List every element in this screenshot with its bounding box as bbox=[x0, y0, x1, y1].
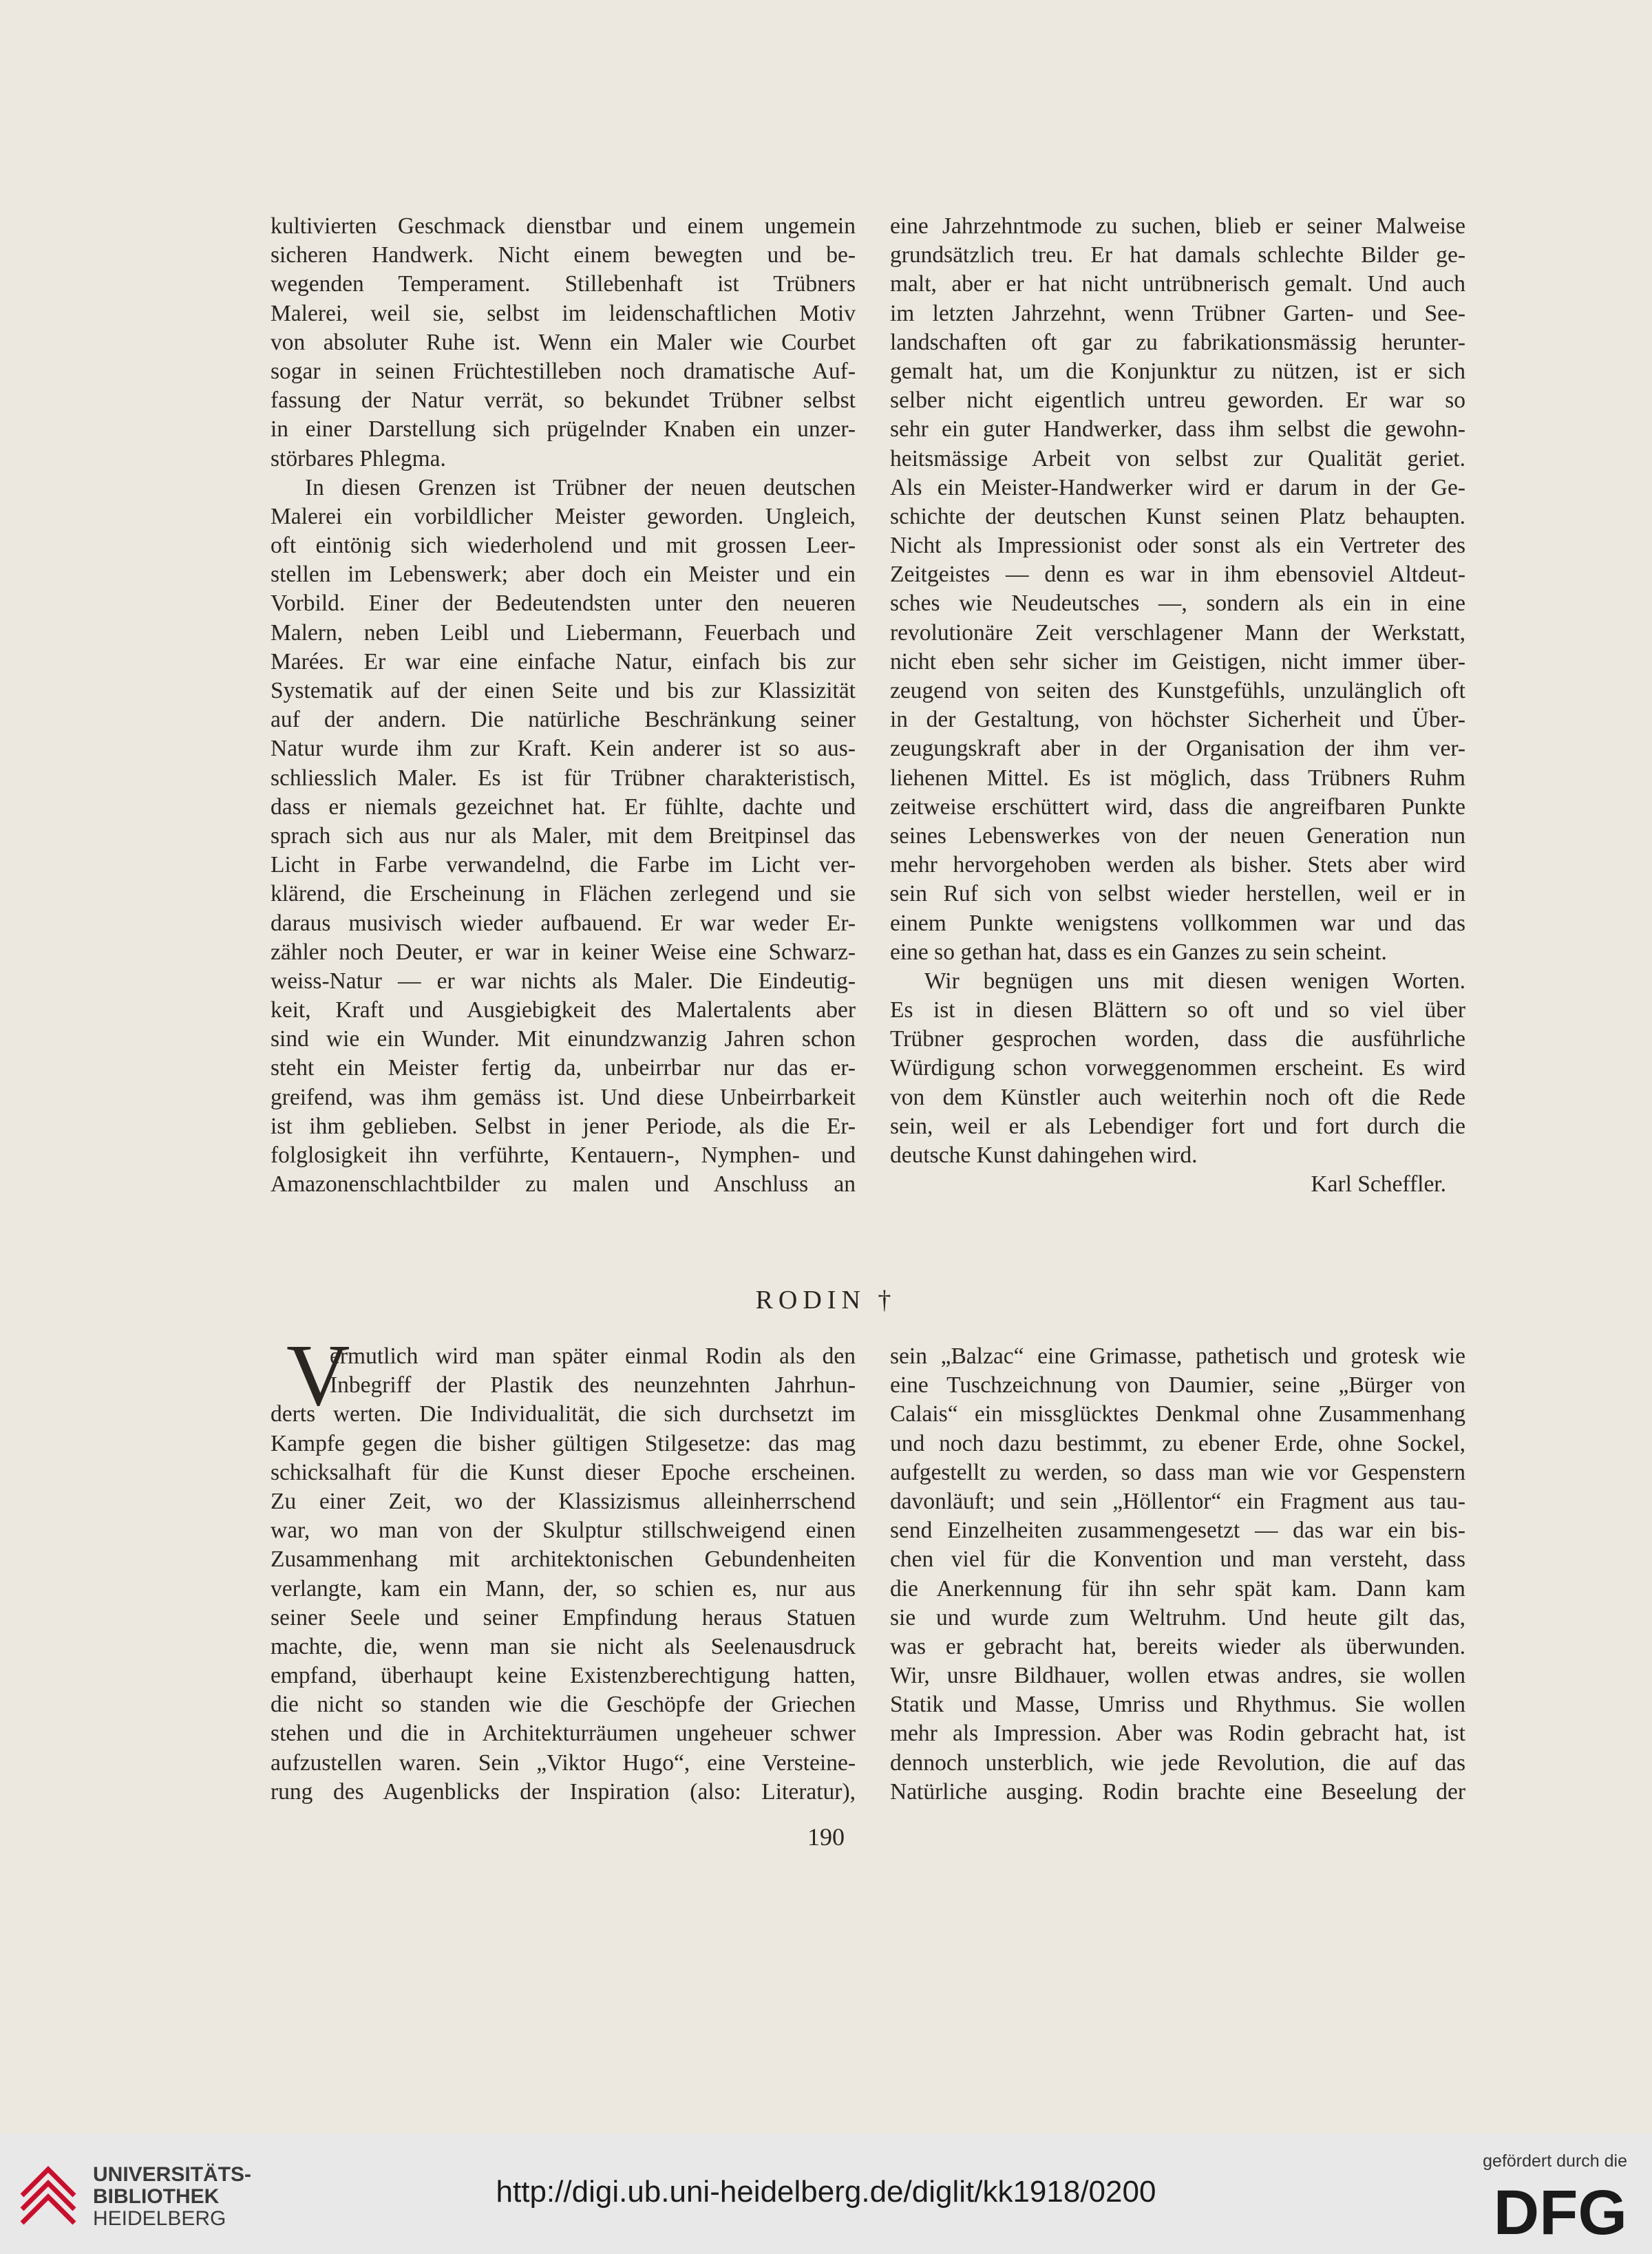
text-line: Malern, neben Leibl und Liebermann, Feuerbach und bbox=[271, 619, 856, 646]
text-line: die nicht so standen wie die Geschöpfe der Griechen bbox=[271, 1692, 856, 1718]
logo-line: BIBLIOTHEK bbox=[93, 2185, 220, 2208]
text-line: auf der andern. Die natürliche Beschränkung seiner bbox=[271, 707, 856, 733]
text-line: ist ihm geblieben. Selbst in jener Periode, als die Er- bbox=[271, 1113, 856, 1139]
text-line: deutsche Kunst dahingehen wird. bbox=[890, 1142, 1198, 1168]
text-line: In diesen Grenzen ist Trübner der neuen deutschen bbox=[305, 474, 856, 500]
text-line: heitsmässige Arbeit von selbst zur Qualität geriet. bbox=[890, 445, 1465, 471]
text-column-right-top bbox=[890, 212, 1465, 1199]
text-line: fassung der Natur verrät, so bekundet Trübner selbst bbox=[271, 387, 856, 414]
text-line: aufzustellen waren. Sein „Viktor Hugo“, eine Versteine- bbox=[271, 1750, 856, 1776]
text-line: oft eintönig sich wiederholend und mit grossen Leer- bbox=[271, 533, 856, 559]
text-line: eine Tuschzeichnung von Daumier, seine „Bürger von bbox=[890, 1372, 1465, 1399]
drop-cap: V bbox=[286, 1326, 350, 1424]
text-line: von absoluter Ruhe ist. Wenn ein Maler wie Courbet bbox=[271, 329, 856, 355]
text-line: seiner Seele und seiner Empfindung heraus Statuen bbox=[271, 1604, 856, 1630]
logo-line: UNIVERSITÄTS- bbox=[93, 2163, 252, 2186]
text-line: dennoch unsterblich, wie jede Revolution, die auf das bbox=[890, 1750, 1465, 1776]
text-line: verlangte, kam ein Mann, der, so schien es, nur aus bbox=[271, 1575, 856, 1602]
text-line: Karl Scheffler. bbox=[1311, 1171, 1446, 1198]
text-line: zeugend von seiten des Kunstgefühls, unzulänglich oft bbox=[890, 678, 1465, 703]
text-line: steht ein Meister fertig da, unbeirrbar nur das er- bbox=[271, 1055, 856, 1081]
text-line: seines Lebenswerkes von der neuen Generation nun bbox=[890, 822, 1465, 849]
text-line: sches wie Neudeutsches —, sondern als ein in eine bbox=[890, 591, 1465, 617]
dfg-logo-icon bbox=[1421, 2183, 1627, 2238]
text-line: schicksalhaft für die Kunst dieser Epoche erscheinen. bbox=[271, 1459, 856, 1485]
text-line: in der Gestaltung, von höchster Sicherheit und Über- bbox=[890, 707, 1465, 733]
text-line: Würdigung schon vorweggenommen erscheint. Es wird bbox=[890, 1055, 1465, 1081]
text-line: sein „Balzac“ eine Grimasse, pathetisch und grotesk wie bbox=[890, 1343, 1465, 1369]
text-line: zeitweise erschüttert wird, dass die angreifbaren Punkte bbox=[890, 794, 1465, 820]
section-heading: RODIN † bbox=[755, 1286, 897, 1315]
text-line: revolutionäre Zeit verschlagener Mann der Werkstatt, bbox=[890, 619, 1465, 646]
text-line: sie und wurde zum Weltruhm. Und heute gilt das, bbox=[890, 1604, 1465, 1630]
text-line: selber nicht eigentlich untreu geworden. Er war so bbox=[890, 387, 1465, 414]
text-line: sehr ein guter Handwerker, dass ihm selbst die gewohn- bbox=[890, 416, 1465, 443]
permalink-url[interactable]: http://digi.ub.uni-heidelberg.de/diglit/kk1918/0200 bbox=[496, 2175, 1156, 2209]
text-line: sein, weil er als Lebendiger fort und fort durch die bbox=[890, 1113, 1465, 1139]
text-line: Natur wurde ihm zur Kraft. Kein anderer ist so aus- bbox=[271, 736, 856, 762]
text-line: zähler noch Deuter, er war in keiner Weise eine Schwarz- bbox=[271, 939, 856, 965]
text-line: wegenden Temperament. Stillebenhaft ist Trübners bbox=[271, 271, 856, 297]
text-line: mehr hervorgehoben werden als bisher. Stets aber wird bbox=[890, 852, 1465, 878]
text-column-left-bottom bbox=[271, 1326, 856, 1807]
text-line: klärend, die Erscheinung in Flächen zerlegend und sie bbox=[271, 881, 856, 907]
text-line: sicheren Handwerk. Nicht einem bewegten und be- bbox=[271, 242, 856, 268]
text-line: Wir begnügen uns mit diesen wenigen Worten. bbox=[924, 968, 1465, 994]
text-line: Zeitgeistes — denn es war in ihm ebensoviel Altdeut- bbox=[890, 562, 1465, 588]
text-line: einem Punkte wenigstens vollkommen war und das bbox=[890, 910, 1465, 936]
text-line: von dem Künstler auch weiterhin noch oft die Rede bbox=[890, 1084, 1465, 1110]
text-line: dass er niemals gezeichnet hat. Er fühlte, dachte und bbox=[271, 794, 856, 820]
text-line: Es ist in diesen Blättern so oft und so viel über bbox=[890, 997, 1465, 1023]
text-line: schliesslich Maler. Es ist für Trübner charakteristisch, bbox=[271, 765, 856, 791]
text-line: Malerei ein vorbildlicher Meister geworden. Ungleich, bbox=[271, 503, 856, 529]
text-line: keit, Kraft und Ausgiebigkeit des Malertalents aber bbox=[271, 997, 856, 1023]
text-line: sogar in seinen Früchtestilleben noch dramatische Auf- bbox=[271, 358, 856, 384]
text-line: Systematik auf der einen Seite und bis zur Klassizität bbox=[271, 678, 856, 703]
text-line: war, wo man von der Skulptur stillschweigend einen bbox=[271, 1518, 856, 1544]
text-line: Inbegriff der Plastik des neunzehnten Jahrhun- bbox=[330, 1372, 856, 1399]
text-line: rung des Augenblicks der Inspiration (also: Literatur), bbox=[271, 1778, 856, 1805]
text-line: weiss-Natur — er war nichts als Maler. Die Eindeutig- bbox=[271, 968, 856, 994]
text-line: eine so gethan hat, dass es ein Ganzes zu sein scheint. bbox=[890, 939, 1387, 965]
text-line: stehen und die in Architekturräumen ungeheuer schwer bbox=[271, 1721, 856, 1747]
text-line: davonläuft; und sein „Höllentor“ ein Fragment aus tau- bbox=[890, 1488, 1465, 1514]
text-line: Licht in Farbe verwandelnd, die Farbe im Licht ver- bbox=[271, 852, 856, 878]
text-line: Zusammenhang mit architektonischen Gebundenheiten bbox=[271, 1546, 856, 1573]
sponsor-text: gefördert durch die bbox=[1483, 2151, 1627, 2171]
text-line: was er gebracht hat, bereits wieder als überwunden. bbox=[890, 1633, 1465, 1659]
text-line: und noch dazu bestimmt, zu ebener Erde, ohne Sockel, bbox=[890, 1430, 1465, 1456]
footer-bar bbox=[0, 2134, 1652, 2254]
text-line: Kampfe gegen die bisher gültigen Stilgesetze: das mag bbox=[271, 1430, 856, 1456]
text-line: greifend, was ihm gemäss ist. Und diese Unbeirrbarkeit bbox=[271, 1084, 856, 1110]
text-line: daraus musivisch wieder aufbauend. Er war weder Er- bbox=[271, 910, 856, 936]
text-line: machte, die, wenn man sie nicht als Seelenausdruck bbox=[271, 1633, 856, 1659]
text-line: kultivierten Geschmack dienstbar und einem ungemein bbox=[271, 213, 856, 239]
text-line: gemalt hat, um die Konjunktur zu nützen, ist er sich bbox=[890, 358, 1465, 384]
text-line: send Einzelheiten zusammengesetzt — das war ein bis- bbox=[890, 1518, 1465, 1544]
text-line: stellen im Lebenswerk; aber doch ein Meister und ein bbox=[271, 562, 856, 588]
text-line: Nicht als Impressionist oder sonst als ein Vertreter des bbox=[890, 533, 1465, 559]
text-column-right-bottom bbox=[890, 1342, 1465, 1807]
text-line: liehenen Mittel. Es ist möglich, dass Trübners Ruhm bbox=[890, 765, 1465, 791]
text-line: folglosigkeit ihn verführte, Kentauern-, Nymphen- und bbox=[271, 1142, 856, 1168]
text-line: Zu einer Zeit, wo der Klassizismus alleinherrschend bbox=[271, 1488, 856, 1514]
text-line: Malerei, weil sie, selbst im leidenschaftlichen Motiv bbox=[271, 300, 856, 326]
text-line: grundsätzlich treu. Er hat damals schlechte Bilder ge- bbox=[890, 242, 1465, 268]
text-line: im letzten Jahrzehnt, wenn Trübner Garten- und See- bbox=[890, 300, 1465, 326]
text-line: Statik und Masse, Umriss und Rhythmus. Sie wollen bbox=[890, 1692, 1465, 1718]
text-line: derts werten. Die Individualität, die sich durchsetzt im bbox=[271, 1401, 856, 1427]
text-line: ermutlich wird man später einmal Rodin als den bbox=[330, 1343, 856, 1369]
text-line: aufgestellt zu werden, so dass man wie vor Gespenstern bbox=[890, 1459, 1465, 1485]
text-line: chen viel für die Konvention und man versteht, dass bbox=[890, 1546, 1465, 1573]
text-line: mehr als Impression. Aber was Rodin gebracht hat, ist bbox=[890, 1721, 1465, 1747]
text-line: Wir, unsre Bildhauer, wollen etwas andres, sie wollen bbox=[890, 1663, 1465, 1689]
text-line: Marées. Er war eine einfache Natur, einfach bis zur bbox=[271, 648, 856, 674]
text-line: störbares Phlegma. bbox=[271, 445, 446, 471]
text-line: nicht eben sehr sicher im Geistigen, nicht immer über- bbox=[890, 648, 1465, 674]
text-line: Vorbild. Einer der Bedeutendsten unter den neueren bbox=[271, 591, 856, 617]
text-line: die Anerkennung für ihn sehr spät kam. Dann kam bbox=[890, 1575, 1465, 1602]
text-line: in einer Darstellung sich prügelnder Knaben ein unzer- bbox=[271, 416, 856, 443]
logo-line: HEIDELBERG bbox=[93, 2207, 226, 2230]
text-column-left-top bbox=[271, 212, 856, 1199]
text-line: malt, aber er hat nicht untrübnerisch gemalt. Und auch bbox=[890, 271, 1465, 297]
text-line: schichte der deutschen Kunst seinen Platz behaupten. bbox=[890, 503, 1465, 529]
text-line: Calais“ ein missglücktes Denkmal ohne Zusammenhang bbox=[890, 1401, 1465, 1427]
text-line: Trübner gesprochen worden, dass die ausführliche bbox=[890, 1026, 1465, 1052]
dfg-logo-text: DFG bbox=[1493, 2183, 1627, 2238]
text-line: Amazonenschlachtbilder zu malen und Anschluss an bbox=[271, 1171, 856, 1198]
text-line: sind wie ein Wunder. Mit einundzwanzig Jahren schon bbox=[271, 1026, 856, 1052]
text-line: empfand, überhaupt keine Existenzberechtigung hatten, bbox=[271, 1663, 856, 1689]
text-line: Natürliche ausging. Rodin brachte eine Beseelung der bbox=[890, 1778, 1465, 1805]
text-line: Als ein Meister-Handwerker wird er darum in der Ge- bbox=[890, 474, 1465, 500]
text-line: zeugungskraft aber in der Organisation der ihm ver- bbox=[890, 736, 1465, 762]
text-line: sein Ruf sich von selbst wieder herstellen, weil er in bbox=[890, 881, 1465, 907]
text-line: eine Jahrzehntmode zu suchen, blieb er seiner Malweise bbox=[890, 213, 1465, 239]
text-line: landschaften oft gar zu fabrikationsmässig herunter- bbox=[890, 329, 1465, 355]
text-line: sprach sich aus nur als Maler, mit dem Breitpinsel das bbox=[271, 822, 856, 849]
page-number: 190 bbox=[807, 1823, 845, 1851]
